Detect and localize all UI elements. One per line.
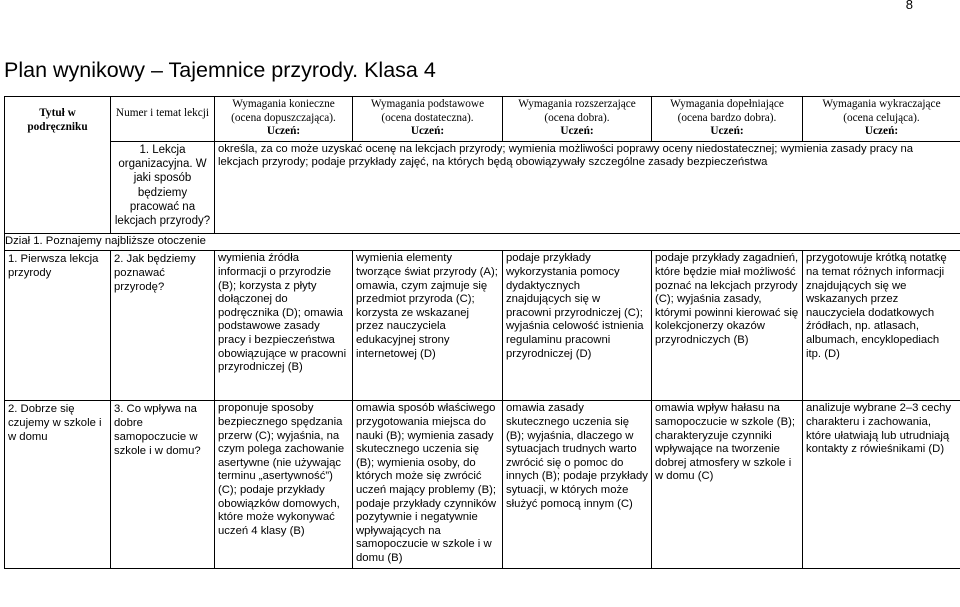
req-konieczne: wymienia źródła informacji o przyrodzie (B); korzysta z płyty dołączonej do podręcznika (D); omawia podstawowe zasady pracy i bezpieczeństwa obowiązujące w pracowni przyrodniczej (B) [215,251,353,401]
req-podstawowe: omawia sposób właściwego przygotowania miejsca do nauki (B); wymienia zasady skutecznego uczenia się (B); wymienia osoby, do których może się zwrócić uczeń mający problemy (B); podaje przykłady czynników pozytywnie i negatywnie wpływających na samopoczucie w szkole i w domu (B) [353,401,503,568]
req-dopelniajace: podaje przykłady zagadnień, które będzie miał możliwość poznać na lekcjach przyrody (C); wyjaśnia zasady, którymi powinni kierować się kolekcjonerzy okazów przyrodniczych (B) [652,251,803,401]
table-row [5,251,960,401]
header-col-number: Numer i temat lekcji [115,107,210,119]
requirements-table [4,96,960,569]
intro-lesson-requirements: określa, za co może uzyskać ocenę na lekcjach przyrody; wymienia możliwości poprawy oceny niedostatecznej; wymienia zasady pracy na lekcjach przyrody; podaje przykłady zajęć, na których będą obowiązywały szczególne zasady bezpieczeństwa [215,141,960,233]
req-wykraczajace: analizuje wybrane 2–3 cechy charakteru i zachowania, które ułatwiają lub utrudniają kontakty z rówieśnikami (D) [803,401,960,568]
req-podstawowe: wymienia elementy tworzące świat przyrody (A); omawia, czym zajmuje się przedmiot przyroda (C); korzysta ze wskazanej przez nauczyciela edukacyjnej strony internetowej (D) [353,251,503,401]
table-row [5,401,960,568]
document-title: Plan wynikowy – Tajemnice przyrody. Klasa 4 [4,58,436,82]
page-number: 8 [905,0,913,12]
header-row [5,97,960,142]
intro-lesson-topic: 1. Lekcja organizacyjna. W jaki sposób będziemy pracować na lekcjach przyrody? [111,141,215,233]
req-wykraczajace: przygotowuje krótką notatkę na temat różnych informacji znajdujących się we wskazanych przez nauczyciela dodatkowych źródłach, np. atlasach, albumach, encyklopediach itp. (D) [803,251,960,401]
header-level-3: Wymagania rozszerzające (ocena dobra). Uczeń: [503,97,652,142]
header-level-4: Wymagania dopełniające (ocena bardzo dobra). Uczeń: [652,97,803,142]
req-rozszerzajace: omawia zasady skutecznego uczenia się (B); wyjaśnia, dlaczego w sytuacjach trudnych warto zwrócić się o pomoc do innych (B); podaje przykłady sytuacji, w których może służyć pomocą innym (C) [503,401,652,568]
section-row [5,233,960,251]
req-rozszerzajace: podaje przykłady wykorzystania pomocy dydaktycznych znajdujących się w pracowni przyrodniczej (C); wyjaśnia celowość istnienia regulaminu pracowni przyrodniczej (D) [503,251,652,401]
intro-lesson-row [5,141,960,233]
req-dopelniajace: omawia wpływ hałasu na samopoczucie w szkole (B); charakteryzuje czynniki wpływające na tworzenie dobrej atmosfery w szkole i w domu (C) [652,401,803,568]
section-title: Dział 1. Poznajemy najbliższe otoczenie [5,233,960,251]
header-level-1: Wymagania konieczne (ocena dopuszczająca). Uczeń: [215,97,353,142]
row-lesson: 3. Co wpływa na dobre samopoczucie w szkole i w domu? [111,401,215,568]
req-konieczne: proponuje sposoby bezpiecznego spędzania przerw (C); wyjaśnia, na czym polega zachowanie asertywne (nie używając terminu „asertywność”) (C); podaje przykłady obowiązków domowych, które może wykonywać uczeń 4 klasy (B) [215,401,353,568]
row-title: 1. Pierwsza lekcja przyrody [5,251,111,401]
header-level-2: Wymagania podstawowe (ocena dostateczna). Uczeń: [353,97,503,142]
header-number-cell [111,97,215,142]
row-lesson: 2. Jak będziemy poznawać przyrodę? [111,251,215,401]
header-title-cell [5,97,111,234]
row-title: 2. Dobrze się czujemy w szkole i w domu [5,401,111,568]
header-level-5: Wymagania wykraczające (ocena celująca). Uczeń: [803,97,960,142]
header-col-title: Tytuł w podręczniku [27,107,88,133]
